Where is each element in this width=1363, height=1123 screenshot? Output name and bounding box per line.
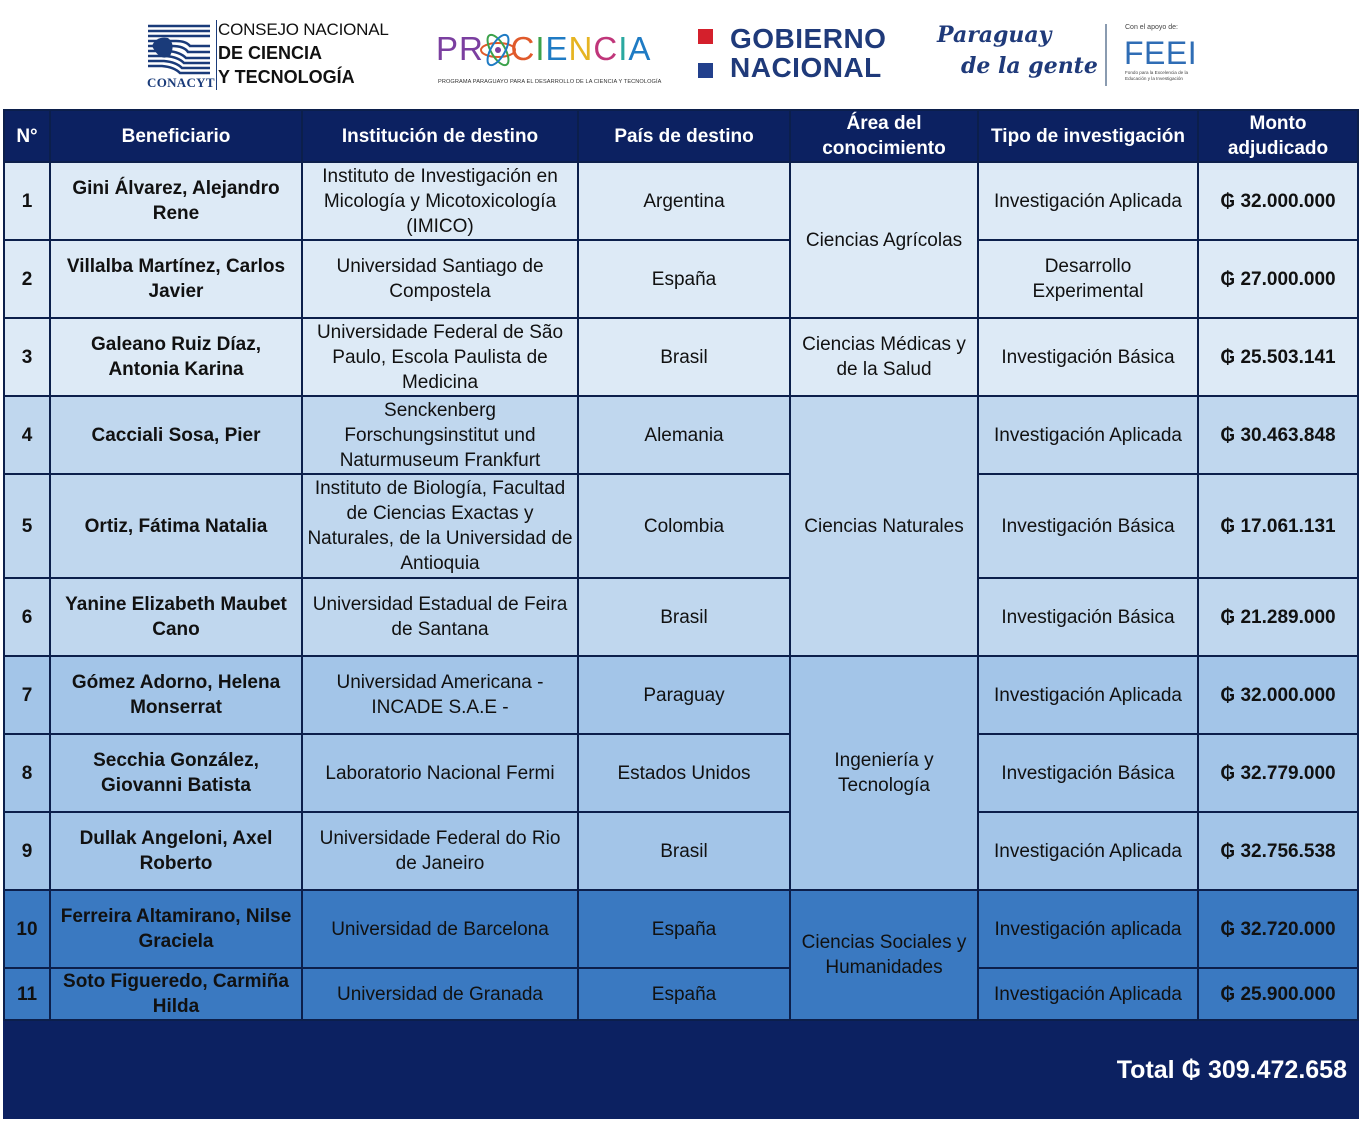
table-row <box>4 578 1358 656</box>
cell-beneficiario: Yanine Elizabeth Maubet Cano <box>50 578 302 656</box>
red-square-icon <box>698 29 713 44</box>
table-header-row <box>4 110 1358 162</box>
cell-monto: ₲ 27.000.000 <box>1198 240 1358 318</box>
cell-area: Ingeniería y Tecnología <box>790 656 978 890</box>
cell-beneficiario: Secchia González, Giovanni Batista <box>50 734 302 812</box>
cell-beneficiario: Ferreira Altamirano, Nilse Graciela <box>50 890 302 968</box>
cell-beneficiario: Soto Figueredo, Carmiña Hilda <box>50 968 302 1020</box>
cell-institucion: Universidade Federal do Rio de Janeiro <box>302 812 578 890</box>
conacyt-line2: DE CIENCIA <box>218 43 323 63</box>
cell-pais: Brasil <box>578 812 790 890</box>
conacyt-line3: Y TECNOLOGÍA <box>218 67 355 87</box>
total-row <box>4 1020 1358 1118</box>
table-row <box>4 656 1358 734</box>
cell-beneficiario: Ortiz, Fátima Natalia <box>50 474 302 578</box>
feei-apoyo: Con el apoyo de: <box>1125 24 1178 31</box>
cell-area: Ciencias Sociales y Humanidades <box>790 890 978 1020</box>
cell-n: 2 <box>4 240 50 318</box>
cell-beneficiario: Gini Álvarez, Alejandro Rene <box>50 162 302 240</box>
blue-square-icon <box>698 63 713 78</box>
cell-tipo: Investigación Básica <box>978 318 1198 396</box>
gobierno-line2: NACIONAL <box>730 52 882 83</box>
feei-wordmark: FEEI <box>1124 35 1198 71</box>
cell-beneficiario: Galeano Ruiz Díaz, Antonia Karina <box>50 318 302 396</box>
cell-pais: España <box>578 890 790 968</box>
cell-pais: Alemania <box>578 396 790 474</box>
cell-n: 1 <box>4 162 50 240</box>
cell-n: 4 <box>4 396 50 474</box>
cell-area: Ciencias Agrícolas <box>790 162 978 318</box>
gobierno-nacional-logo <box>698 23 898 85</box>
conacyt-emblem-icon <box>146 22 212 76</box>
cell-institucion: Instituto de Biología, Facultad de Ciencias Exactas y Naturales, de la Universidad de Antioquia <box>302 474 578 578</box>
cell-monto: ₲ 30.463.848 <box>1198 396 1358 474</box>
cell-n: 5 <box>4 474 50 578</box>
cell-monto: ₲ 32.756.538 <box>1198 812 1358 890</box>
cell-n: 11 <box>4 968 50 1020</box>
table-row <box>4 162 1358 240</box>
cell-tipo: Investigación Básica <box>978 474 1198 578</box>
cell-n: 3 <box>4 318 50 396</box>
table-row <box>4 474 1358 578</box>
cell-institucion: Universidade Federal de São Paulo, Escola Paulista de Medicina <box>302 318 578 396</box>
cell-tipo: Investigación aplicada <box>978 890 1198 968</box>
cell-n: 6 <box>4 578 50 656</box>
cell-n: 10 <box>4 890 50 968</box>
cell-monto: ₲ 32.720.000 <box>1198 890 1358 968</box>
cell-tipo: Desarrollo Experimental <box>978 240 1198 318</box>
cell-beneficiario: Villalba Martínez, Carlos Javier <box>50 240 302 318</box>
cell-tipo: Investigación Aplicada <box>978 812 1198 890</box>
cell-n: 8 <box>4 734 50 812</box>
prociencia-logo <box>436 28 662 88</box>
cell-pais: Estados Unidos <box>578 734 790 812</box>
feei-divider <box>1105 24 1107 86</box>
table-row <box>4 396 1358 474</box>
cell-tipo: Investigación Aplicada <box>978 968 1198 1020</box>
cell-tipo: Investigación Básica <box>978 734 1198 812</box>
cell-area: Ciencias Naturales <box>790 396 978 656</box>
cell-institucion: Laboratorio Nacional Fermi <box>302 734 578 812</box>
cell-area: Ciencias Médicas y de la Salud <box>790 318 978 396</box>
col-header-n: N° <box>4 110 50 162</box>
atom-icon <box>478 28 518 72</box>
cell-pais: España <box>578 240 790 318</box>
cell-n: 9 <box>4 812 50 890</box>
header-logos <box>0 0 1363 108</box>
conacyt-line1: CONSEJO NACIONAL <box>218 20 389 39</box>
cell-monto: ₲ 21.289.000 <box>1198 578 1358 656</box>
cell-institucion: Universidad de Barcelona <box>302 890 578 968</box>
col-header-pais: País de destino <box>578 110 790 162</box>
cell-beneficiario: Gómez Adorno, Helena Monserrat <box>50 656 302 734</box>
cell-tipo: Investigación Aplicada <box>978 656 1198 734</box>
pyg-line2: de la gente <box>961 53 1098 79</box>
cell-pais: Argentina <box>578 162 790 240</box>
table-row <box>4 240 1358 318</box>
cell-monto: ₲ 25.900.000 <box>1198 968 1358 1020</box>
table-row <box>4 890 1358 968</box>
table-row <box>4 812 1358 890</box>
pyg-line1: Paraguay <box>937 22 1052 48</box>
cell-pais: España <box>578 968 790 1020</box>
conacyt-logo <box>146 20 401 92</box>
gobierno-line1: GOBIERNO <box>730 23 887 54</box>
cell-institucion: Universidad de Granada <box>302 968 578 1020</box>
col-header-area: Área del conocimiento <box>790 110 978 162</box>
cell-tipo: Investigación Aplicada <box>978 162 1198 240</box>
conacyt-abbr: CONACYT <box>147 75 215 90</box>
cell-monto: ₲ 32.000.000 <box>1198 162 1358 240</box>
cell-pais: Colombia <box>578 474 790 578</box>
results-table <box>3 109 1359 1119</box>
paraguay-de-la-gente-logo <box>935 20 1098 90</box>
cell-monto: ₲ 25.503.141 <box>1198 318 1358 396</box>
prociencia-wordmark: PR CIENCIA <box>436 30 652 67</box>
cell-institucion: Universidad Estadual de Feira de Santana <box>302 578 578 656</box>
cell-institucion: Instituto de Investigación en Micología y Micotoxicología (IMICO) <box>302 162 578 240</box>
total-amount: Total ₲ 309.472.658 <box>1116 1056 1347 1084</box>
cell-beneficiario: Dullak Angeloni, Axel Roberto <box>50 812 302 890</box>
col-header-monto: Monto adjudicado <box>1198 110 1358 162</box>
table-row <box>4 968 1358 1020</box>
cell-monto: ₲ 17.061.131 <box>1198 474 1358 578</box>
cell-tipo: Investigación Aplicada <box>978 396 1198 474</box>
cell-pais: Brasil <box>578 578 790 656</box>
cell-institucion: Universidad Santiago de Compostela <box>302 240 578 318</box>
cell-institucion: Senckenberg Forschungsinstitut und Naturmuseum Frankfurt <box>302 396 578 474</box>
cell-pais: Brasil <box>578 318 790 396</box>
cell-beneficiario: Cacciali Sosa, Pier <box>50 396 302 474</box>
feei-subtitle: Fondo para la Excelencia de la Educación y la Investigación <box>1125 70 1189 81</box>
cell-pais: Paraguay <box>578 656 790 734</box>
total-cell <box>4 1020 1358 1118</box>
conacyt-divider <box>216 20 217 90</box>
cell-institucion: Universidad Americana - INCADE S.A.E - <box>302 656 578 734</box>
results-table-wrap <box>3 109 1359 1119</box>
col-header-institucion: Institución de destino <box>302 110 578 162</box>
cell-tipo: Investigación Básica <box>978 578 1198 656</box>
cell-monto: ₲ 32.779.000 <box>1198 734 1358 812</box>
cell-n: 7 <box>4 656 50 734</box>
table-row <box>4 318 1358 396</box>
col-header-tipo: Tipo de investigación <box>978 110 1198 162</box>
feei-logo <box>1105 22 1215 86</box>
table-row <box>4 734 1358 812</box>
prociencia-subtitle: PROGRAMA PARAGUAYO PARA EL DESARROLLO DE LA CIENCIA Y TECNOLOGÍA <box>438 79 662 85</box>
cell-monto: ₲ 32.000.000 <box>1198 656 1358 734</box>
col-header-beneficiario: Beneficiario <box>50 110 302 162</box>
